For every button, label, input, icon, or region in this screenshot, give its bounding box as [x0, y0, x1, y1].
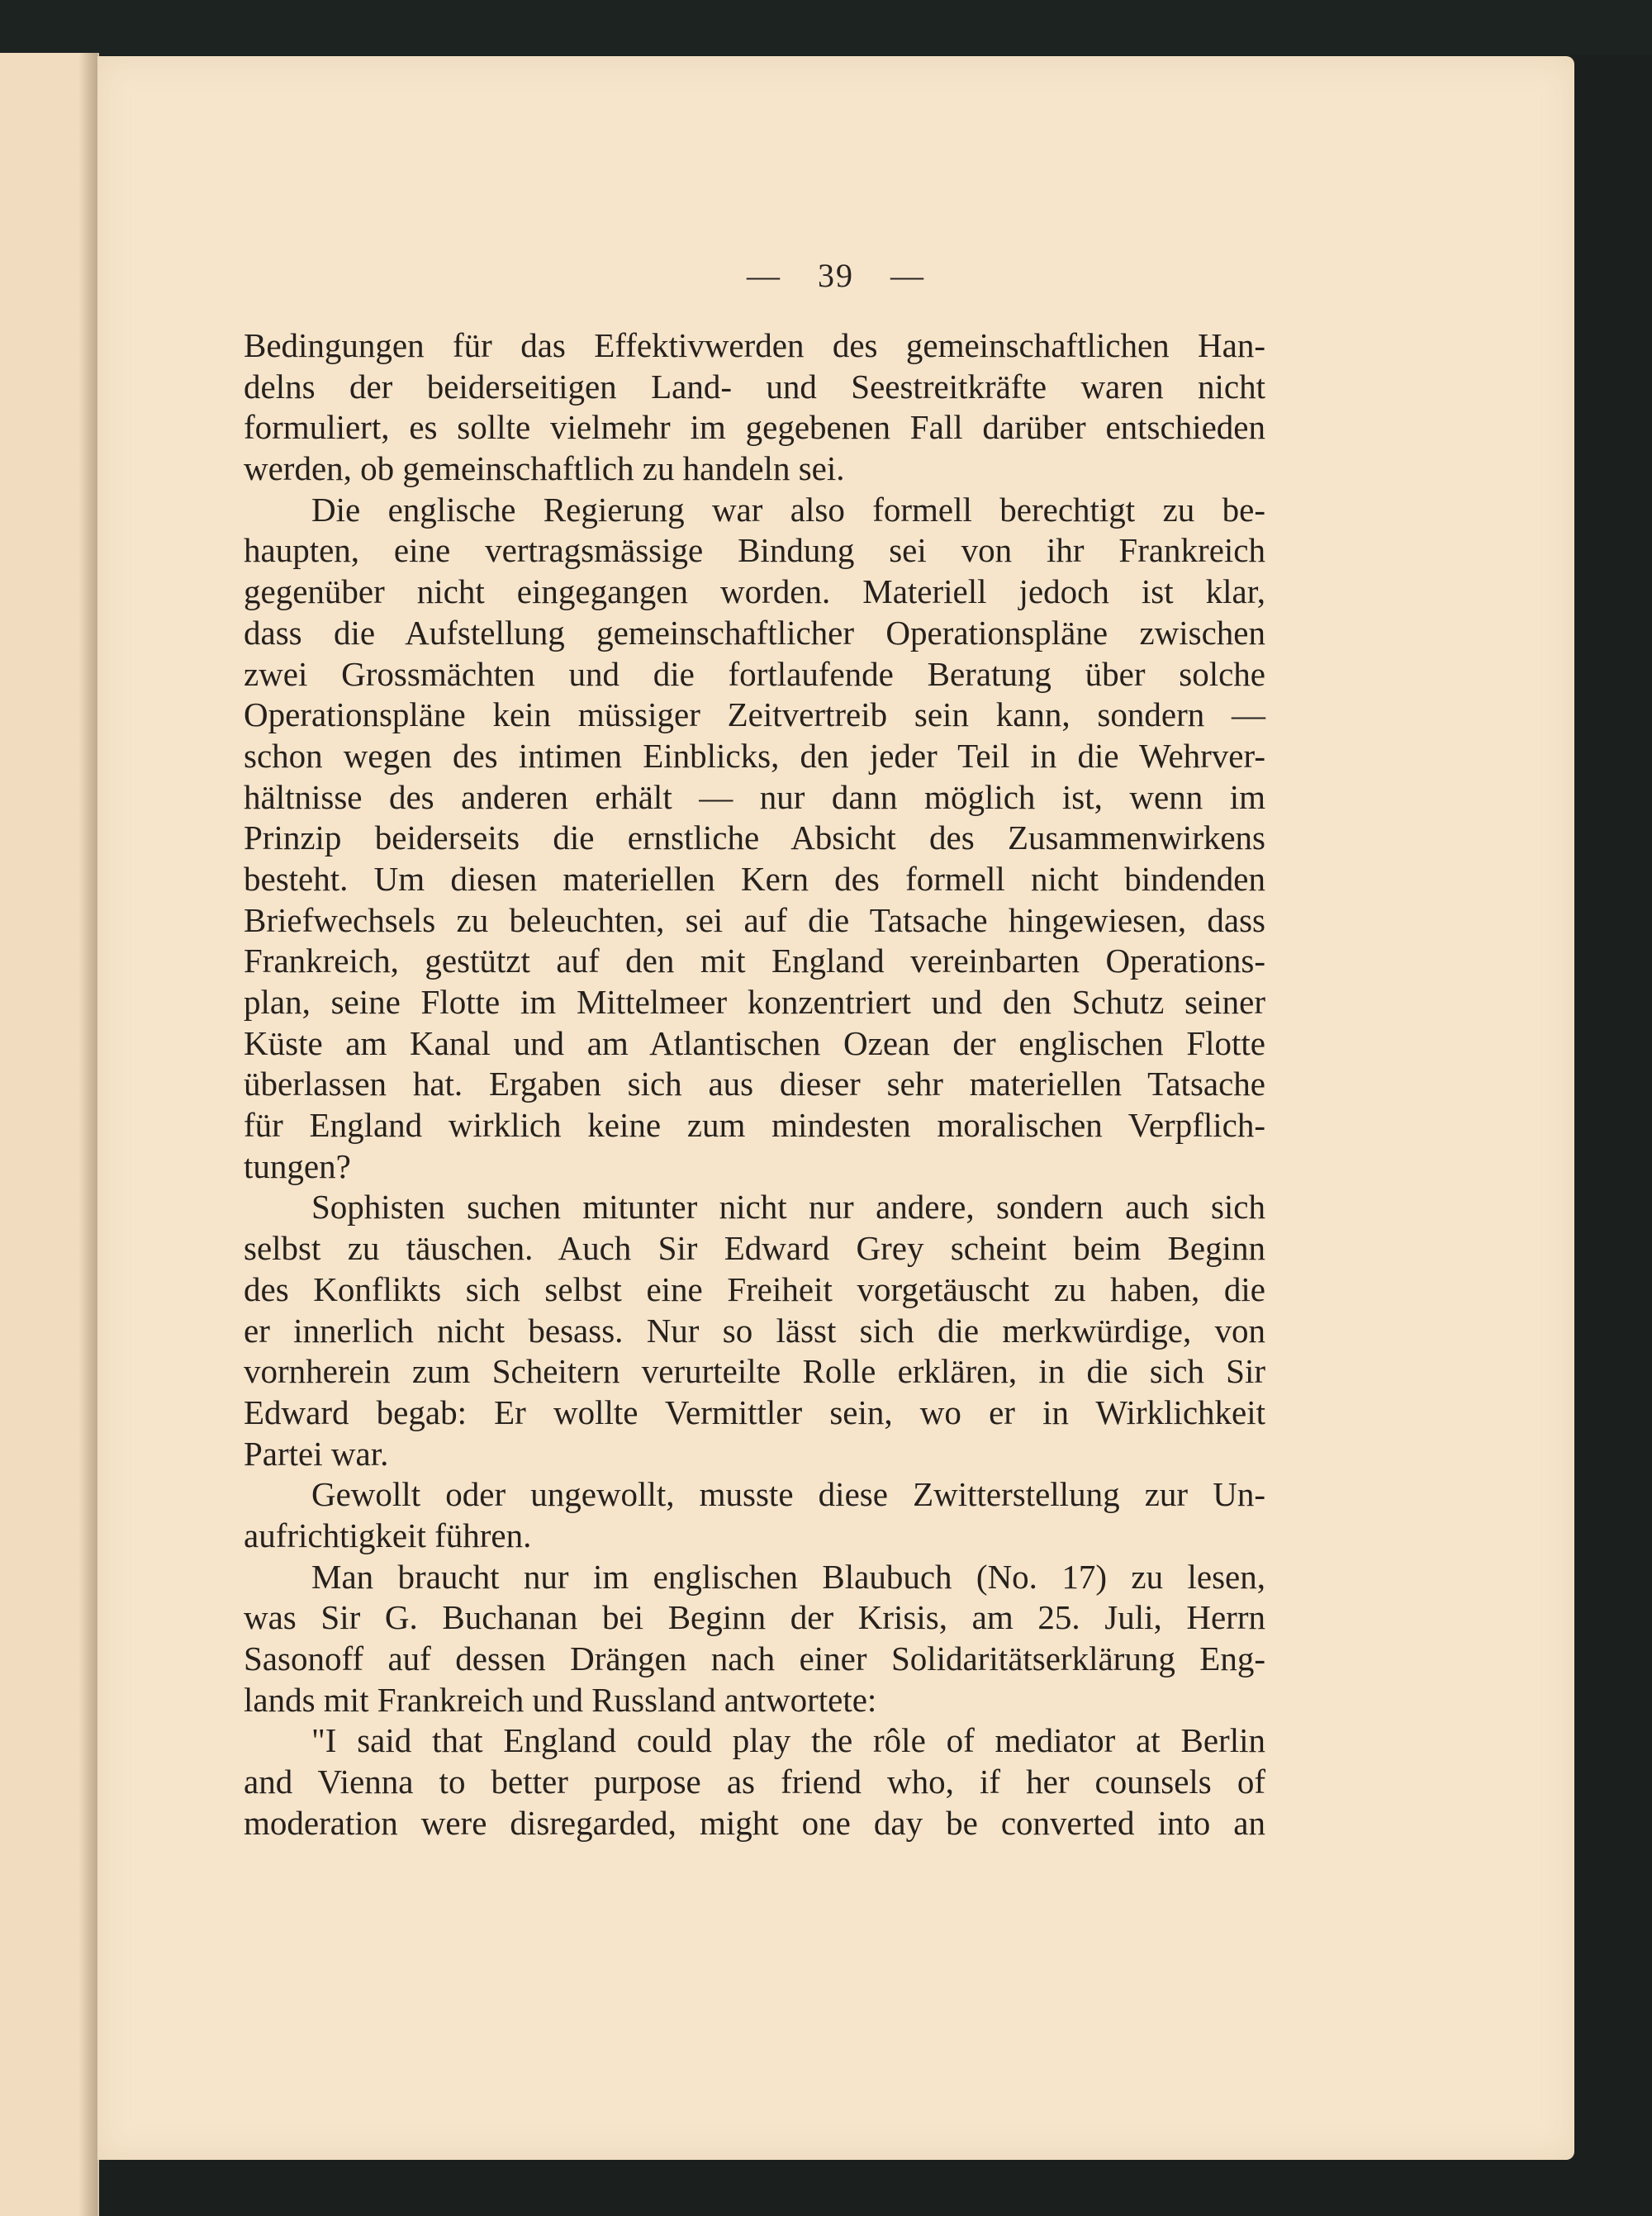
paragraph: [244, 1720, 1265, 1844]
page-number-dash-right: —: [890, 257, 925, 294]
text-line: aufrichtigkeit führen.: [244, 1516, 532, 1554]
text-line: Briefwechsels zu beleuchten, sei auf die Tatsache hingewiesen, dass: [244, 900, 1265, 939]
text-line: and Vienna to better purpose as friend who, if her counsels of: [244, 1763, 1265, 1801]
text-line: hältnisse des anderen erhält — nur dann möglich ist, wenn im: [244, 777, 1265, 816]
text-line: besteht. Um diesen materiellen Kern des formell nicht bindenden: [244, 859, 1265, 898]
page-number: [97, 256, 1574, 295]
scan-background-top: [0, 0, 1652, 55]
paragraph: [244, 325, 1265, 490]
paragraph: [244, 1474, 1265, 1556]
text-line: tungen?: [244, 1146, 351, 1185]
text-line: er innerlich nicht besass. Nur so lässt sich die merkwürdige, von: [244, 1311, 1265, 1350]
text-line: Man braucht nur im englischen Blaubuch (No. 17) zu lesen,: [311, 1557, 1265, 1596]
text-line: Partei war.: [244, 1434, 389, 1473]
text-line: Operationspläne kein müssiger Zeitvertreib sein kann, sondern —: [244, 695, 1265, 734]
text-line: Bedingungen für das Effektivwerden des gemeinschaftlichen Han-: [244, 326, 1265, 364]
text-line: Frankreich, gestützt auf den mit England vereinbarten Operations-: [244, 942, 1265, 980]
text-line: plan, seine Flotte im Mittelmeer konzentriert und den Schutz seiner: [244, 983, 1265, 1021]
text-line: überlassen hat. Ergaben sich aus dieser sehr materiellen Tatsache: [244, 1065, 1265, 1103]
text-line: formuliert, es sollte vielmehr im gegebenen Fall darüber entschieden: [244, 408, 1265, 447]
paragraph: [244, 1557, 1265, 1721]
text-line: Sasonoff auf dessen Drängen nach einer Solidaritätserklärung Eng-: [244, 1639, 1265, 1677]
text-line: lands mit Frankreich und Russland antwortete:: [244, 1680, 877, 1719]
text-line: für England wirklich keine zum mindesten moralischen Verpflich-: [244, 1106, 1265, 1145]
text-line: schon wegen des intimen Einblicks, den jeder Teil in die Wehrver-: [244, 736, 1265, 775]
page-number-value: 39: [818, 257, 854, 294]
text-line: Prinzip beiderseits die ernstliche Absicht des Zusammenwirkens: [244, 819, 1265, 857]
text-line: Gewollt oder ungewollt, musste diese Zwitterstellung zur Un-: [311, 1475, 1265, 1514]
text-line: Sophisten suchen mitunter nicht nur andere, sondern auch sich: [311, 1188, 1265, 1227]
paragraph: [244, 1187, 1265, 1474]
text-line: werden, ob gemeinschaftlich zu handeln sei.: [244, 449, 845, 488]
text-line: vornherein zum Scheitern verurteilte Rolle erklären, in die sich Sir: [244, 1352, 1265, 1391]
text-line: gegenüber nicht eingegangen worden. Materiell jedoch ist klar,: [244, 572, 1265, 611]
text-line: zwei Grossmächten und die fortlaufende Beratung über solche: [244, 654, 1265, 693]
text-line: Edward begab: Er wollte Vermittler sein, wo er in Wirklichkeit: [244, 1393, 1265, 1431]
book-spine-shadow: [79, 53, 99, 2216]
text-line: Küste am Kanal und am Atlantischen Ozean der englischen Flotte: [244, 1023, 1265, 1062]
text-line: dass die Aufstellung gemeinschaftlicher Operationspläne zwischen: [244, 613, 1265, 652]
text-line: selbst zu täuschen. Auch Sir Edward Grey scheint beim Beginn: [244, 1229, 1265, 1268]
text-line: delns der beiderseitigen Land- und Seestreitkräfte waren nicht: [244, 367, 1265, 406]
text-line: des Konflikts sich selbst eine Freiheit vorgetäuscht zu haben, die: [244, 1269, 1265, 1308]
text-line: "I said that England could play the rôle of mediator at Berlin: [311, 1721, 1265, 1760]
body-text: [244, 325, 1265, 1844]
text-line: Die englische Regierung war also formell berechtigt zu be-: [311, 490, 1265, 529]
page-number-dash-left: —: [747, 257, 781, 294]
text-line: haupten, eine vertragsmässige Bindung sei von ihr Frankreich: [244, 531, 1265, 570]
paragraph: [244, 490, 1265, 1188]
text-line: was Sir G. Buchanan bei Beginn der Krisis, am 25. Juli, Herrn: [244, 1598, 1265, 1637]
book-page: [97, 56, 1574, 2160]
text-line: moderation were disregarded, might one day be converted into an: [244, 1803, 1265, 1842]
